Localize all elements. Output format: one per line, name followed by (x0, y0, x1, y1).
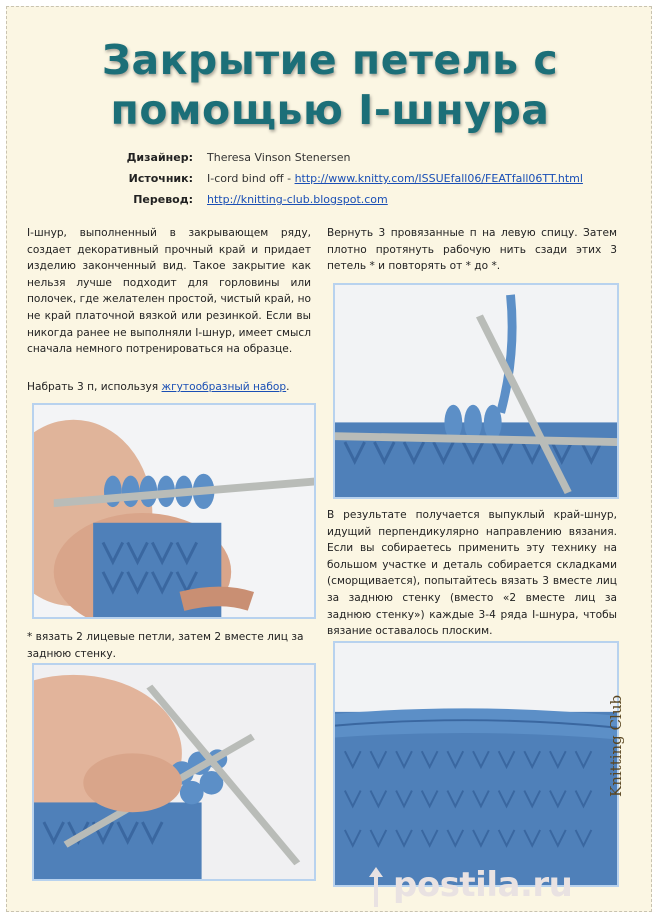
cast-on-link[interactable]: жгутообразный набор (161, 381, 287, 393)
translation-value (207, 189, 388, 210)
translation-link[interactable]: http://knitting-club.blogspot.com (207, 193, 388, 206)
source-prefix: I-cord bind off - (207, 172, 295, 185)
result-paragraph: В результате получается выпуклый край-шнур, идущий перпендикулярно направлению вязания. Если вы собираетесь применить эту технику на большом участке и деталь собирается складками (сморщивается), попытайтесь вязать 3 вместе лиц за заднюю стенку (вместо «2 вместе лиц за заднюю стенку») каждые 3-4 ряда I-шнура, чтобы вязание оставалось плоским. (327, 509, 617, 638)
photo-needle-decrease (32, 663, 316, 881)
cast-on-prefix: Набрать 3 п, используя (27, 381, 162, 393)
cast-on-paragraph (27, 379, 311, 396)
knitting-club-logo: Knitting Club (607, 694, 625, 797)
title-line-1: Закрытие петель с (101, 36, 559, 84)
photo-yarn-pull-image (335, 285, 617, 497)
page-title (7, 35, 653, 135)
watermark: postila.ru (393, 865, 573, 905)
photo-needle-decrease-image (34, 665, 314, 879)
translation-row (7, 189, 653, 210)
title-line-2: помощью I-шнура (110, 86, 550, 134)
caption-step1: * вязать 2 лицевые петли, затем 2 вместе лиц за заднюю стенку. (27, 631, 304, 660)
source-link[interactable]: http://www.knitty.com/ISSUEfall06/FEATfall06TT.html (294, 172, 583, 185)
postila-pin-icon (367, 867, 385, 907)
source-row (7, 168, 653, 189)
step2-paragraph: Вернуть 3 провязанные п на левую спицу. Затем плотно протянуть рабочую нить сзади этих 3 петель * и повторять от * до *. (327, 227, 617, 273)
source-value (207, 168, 583, 189)
source-label: Источник: (128, 172, 193, 185)
designer-value: Theresa Vinson Stenersen (207, 151, 351, 164)
page (6, 6, 652, 912)
photo-finished-edge (333, 641, 619, 887)
translation-label: Перевод: (133, 193, 193, 206)
photo-knit-stitches (32, 403, 316, 619)
photo-knit-stitches-image (34, 405, 314, 617)
photo-yarn-pull (333, 283, 619, 499)
designer-label: Дизайнер: (126, 151, 193, 164)
intro-paragraph: I-шнур, выполненный в закрывающем ряду, создает декоративный прочный край и придает изделию законченный вид. Такое закрытие как нельзя лучше подходит для горловины или полочек, где желателен простой, чистый край, но не край платочной вязкой или резинкой. Если вы никогда ранее не выполняли I-шнур, имеет смысл сначала немного потренироваться на образце. (27, 227, 311, 356)
cast-on-suffix: . (286, 381, 290, 393)
designer-row (7, 147, 653, 168)
photo-finished-edge-image (335, 643, 617, 885)
